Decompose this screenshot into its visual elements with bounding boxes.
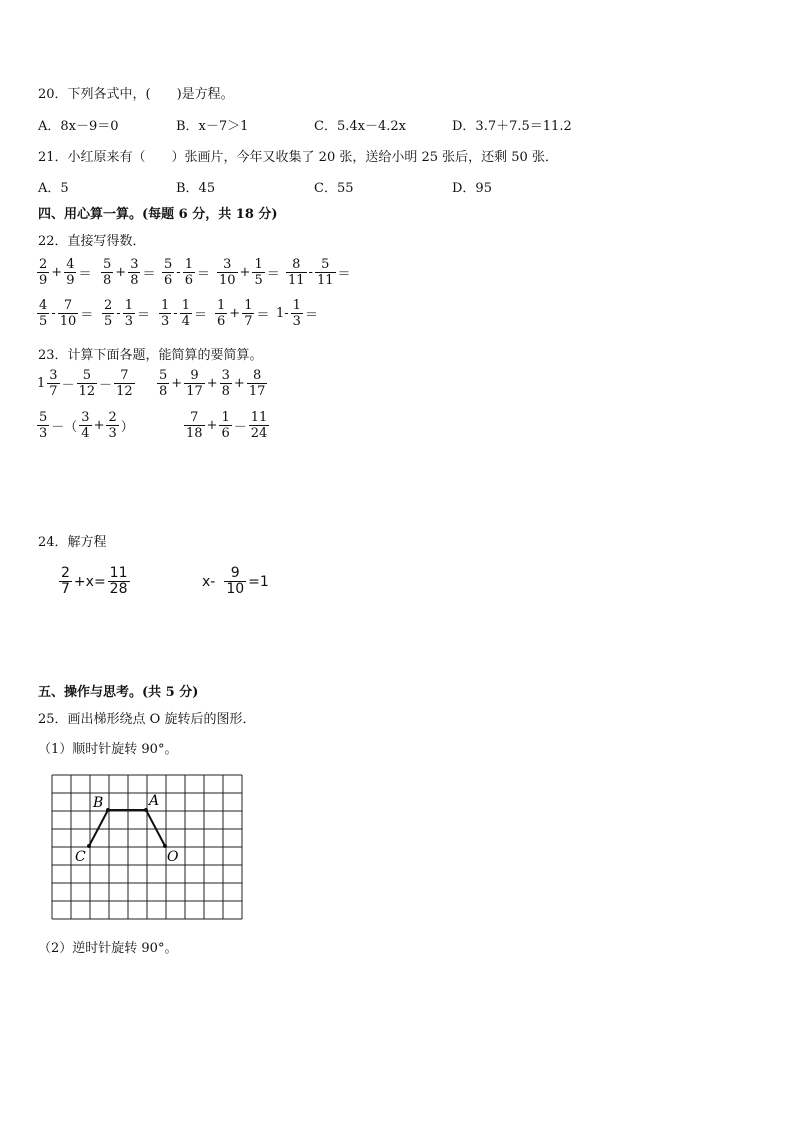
grid-lines <box>52 775 242 919</box>
q21-option-d: D．95 <box>452 181 492 196</box>
q20-option-b: B．x－7＞1 <box>176 119 249 134</box>
label-b: B <box>93 795 104 811</box>
q22-item-3: $\frac{5}{6}$ - $\frac{1}{6}$ ＝ <box>164 257 210 288</box>
q24-stem: 24．解方程 <box>38 535 107 550</box>
section-5-title: 五、操作与思考。(共 5 分) <box>38 685 199 700</box>
q20-option-c: C．5.4x－4.2x <box>314 119 406 134</box>
point-b <box>106 808 110 812</box>
q25-stem: 25．画出梯形绕点 O 旋转后的图形． <box>38 712 256 727</box>
q22-item-8: $\frac{1}{3}$ - $\frac{1}{4}$ ＝ <box>161 298 207 329</box>
trapezoid-grid-figure <box>51 774 245 920</box>
q23-expr-1: 1 $\frac{3}{7}$ － $\frac{5}{12}$ － $\frac{7}{12}$ <box>37 368 133 399</box>
q22-item-4: $\frac{3}{10}$ + $\frac{1}{5}$ ＝ <box>219 257 280 288</box>
q20-option-a: A．8x－9＝0 <box>38 119 119 134</box>
q25-sub-2: （2）逆时针旋转 90°。 <box>38 941 178 956</box>
trapezoid <box>89 810 165 846</box>
label-a: A <box>149 793 160 809</box>
q21-stem: 21．小红原来有（ ）张画片，今年又收集了 20 张，送给小明 25 张后，还剩 50 张． <box>38 150 558 165</box>
q21-option-b: B．45 <box>176 181 216 196</box>
q22-item-1: $\frac{2}{9}$ + $\frac{4}{9}$ ＝ <box>39 257 92 288</box>
q23-expr-4: $\frac{7}{18}$ + $\frac{1}{6}$ － $\frac{11}{24}$ <box>186 410 268 441</box>
q24-equation-1: $\frac{2}{7}$ +x= $\frac{11}{28}$ <box>61 565 128 597</box>
q22-item-2: $\frac{5}{8}$ + $\frac{3}{8}$ ＝ <box>103 257 156 288</box>
fraction: $\frac{4}{9}$ <box>66 257 75 288</box>
q25-sub-1: （1）顺时针旋转 90°。 <box>38 742 178 757</box>
label-o: O <box>167 849 179 865</box>
q22-item-7: $\frac{2}{5}$ - $\frac{1}{3}$ ＝ <box>104 298 150 329</box>
q22-item-5: $\frac{8}{11}$ - $\frac{5}{11}$ ＝ <box>288 257 351 288</box>
q22-item-9: $\frac{1}{6}$ + $\frac{1}{7}$ ＝ <box>217 298 270 329</box>
q21-option-a: A．5 <box>38 181 69 196</box>
q23-expr-2: $\frac{5}{8}$ + $\frac{9}{17}$ + $\frac{3}{8}$ + $\frac{8}{17}$ <box>159 368 266 399</box>
q24-equation-2: x- $\frac{9}{10}$ =1 <box>202 565 269 597</box>
q21-option-c: C．55 <box>314 181 354 196</box>
label-c: C <box>75 849 86 865</box>
section-4-title: 四、用心算一算。(每题 6 分，共 18 分) <box>38 207 278 222</box>
fraction: $\frac{2}{9}$ <box>39 257 48 288</box>
q23-stem: 23．计算下面各题，能简算的要简算。 <box>38 348 263 363</box>
trapezoid-side-ao <box>146 810 165 846</box>
q23-expr-3: $\frac{5}{3}$ －（ $\frac{3}{4}$ + $\frac{2}{3}$ ） <box>39 410 134 441</box>
point-o <box>163 844 167 848</box>
q20-stem: 20．下列各式中，( )是方程。 <box>38 87 234 102</box>
q22-item-6: $\frac{4}{5}$ - $\frac{7}{10}$ ＝ <box>39 298 94 329</box>
q20-option-d: D．3.7＋7.5＝11.2 <box>452 119 572 134</box>
trapezoid-side-cb <box>89 810 108 846</box>
q22-item-10: 1- $\frac{1}{3}$ ＝ <box>276 298 318 329</box>
point-c <box>87 844 91 848</box>
q22-stem: 22．直接写得数． <box>38 234 146 249</box>
point-a <box>144 808 148 812</box>
